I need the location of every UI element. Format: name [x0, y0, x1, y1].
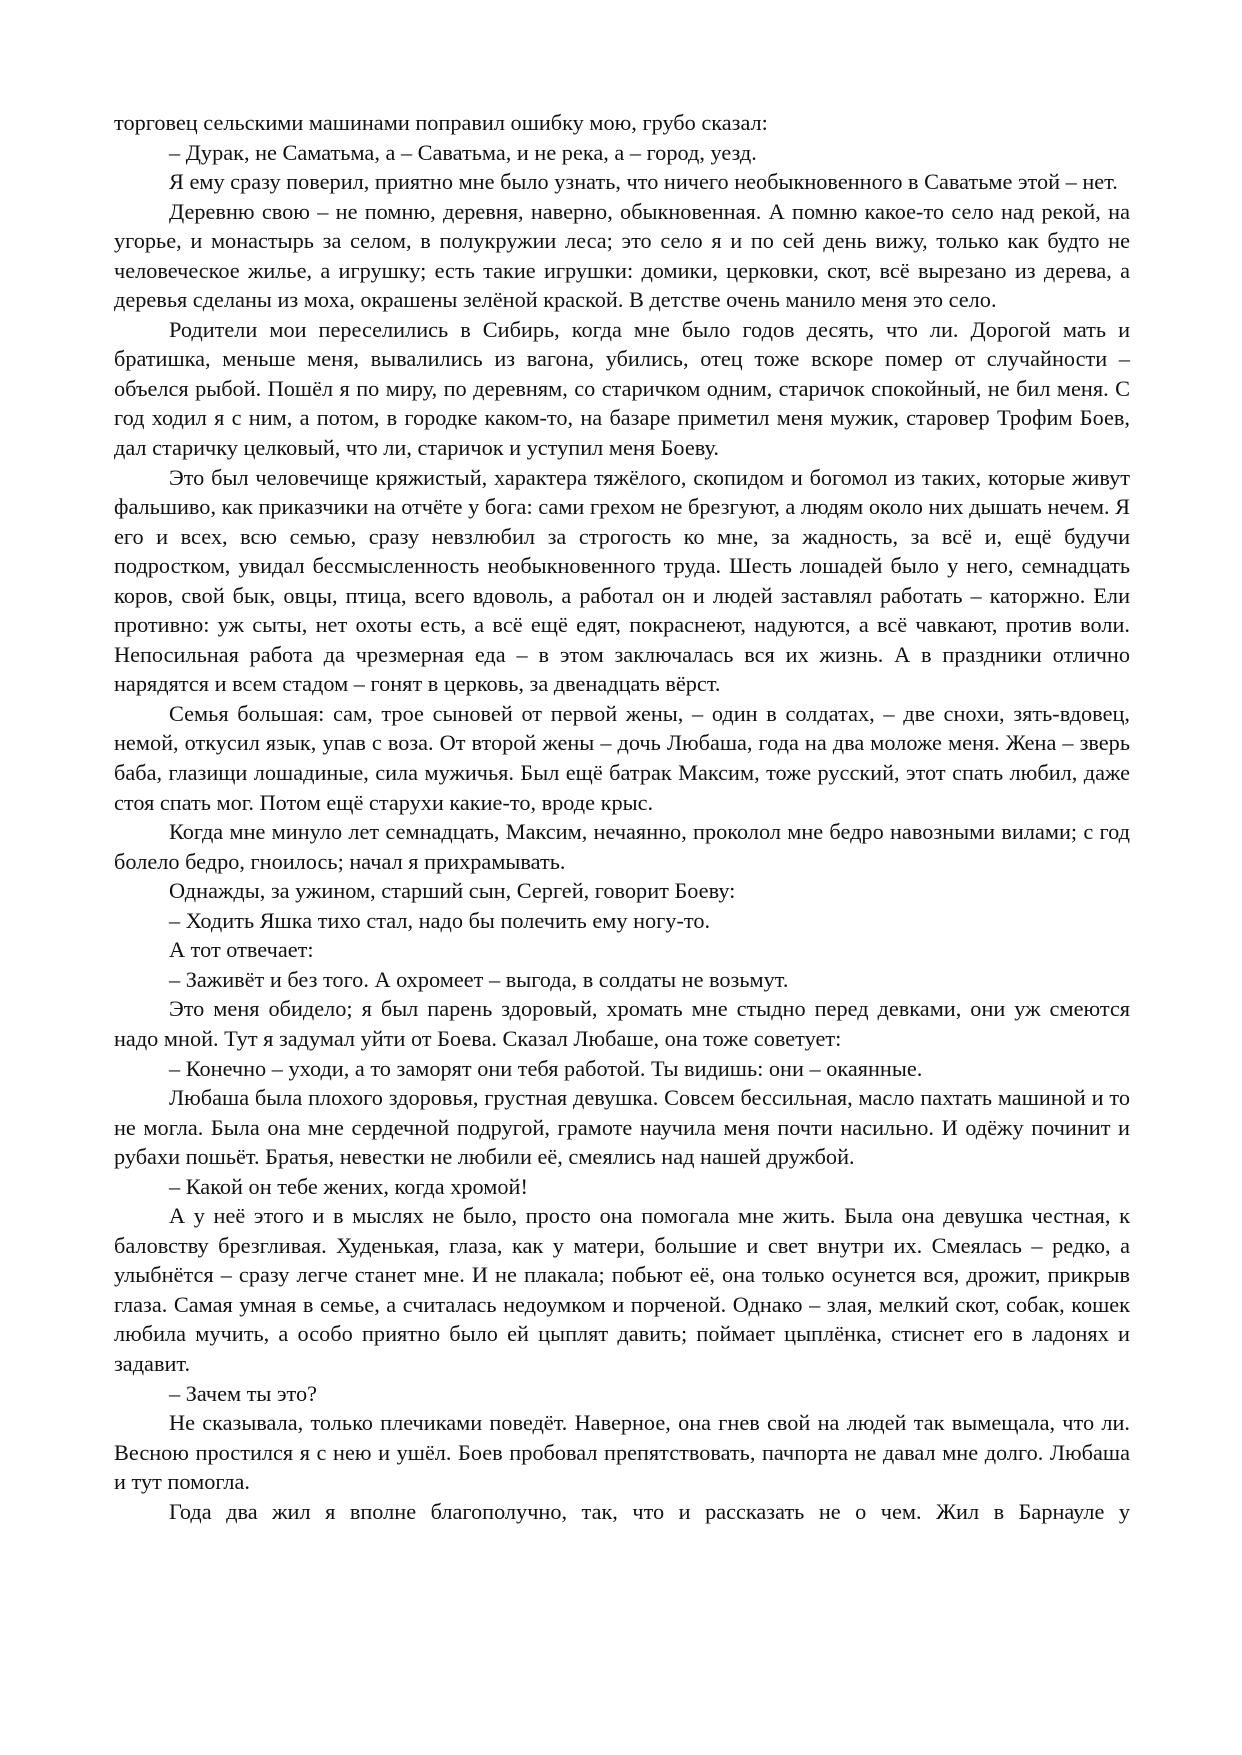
paragraph-5: Родители мои переселились в Сибирь, когда мне было годов десять, что ли. Дорогой мать и братишка, меньше меня, вывалились из вагона, убились, отец тоже вскоре помер от случайности – объелся рыбой. Пошёл я по миру, по деревням, со старичком одним, старичок спокойный, не бил меня. С год ходил я с ним, а потом, в городке каком-то, на базаре приметил меня мужик, старовер Трофим Боев, дал старичку целковый, что ли, старичок и уступил меня Боеву. — [114, 316, 1130, 461]
paragraph-10: – Ходить Яшка тихо стал, надо бы полечить ему ногу-то. — [169, 907, 711, 933]
paragraph-12: – Заживёт и без того. А охромеет – выгода, в солдаты не возьмут. — [169, 966, 789, 992]
paragraph-9: Однажды, за ужином, старший сын, Сергей, говорит Боеву: — [169, 878, 736, 904]
paragraph-8: Когда мне минуло лет семнадцать, Максим, нечаянно, проколол мне бедро навозными вилами; с год болело бедро, гноилось; начал я прихрамывать. — [114, 819, 1130, 874]
paragraph-14: – Конечно – уходи, а то заморят они тебя работой. Ты видишь: они – окаянные. — [169, 1055, 923, 1081]
paragraph-19: Не сказывала, только плечиками поведёт. Наверное, она гнев свой на людей так вымещала, что ли. Весною простился я с нею и ушёл. Боев пробовал препятствовать, пачпорта не давал мне долго. Любаша и тут помогла. — [114, 1410, 1130, 1495]
paragraph-17: А у неё этого и в мыслях не было, просто она помогала мне жить. Была она девушка честная, к баловству брезгливая. Худенькая, глаза, как у матери, большие и свет внутри их. Смеялась – редко, а улыбнётся – сразу легче станет мне. И не плакала; побьют её, она только осунется вся, дрожит, прикрыв глаза. Самая умная в семье, а считалась недоумком и порченой. Однако – злая, мелкий скот, собак, кошек любила мучить, а особо приятно было ей цыплят давить; поймает цыплёнка, стиснет его в ладонях и задавит. — [114, 1203, 1130, 1376]
paragraph-1: торговец сельскими машинами поправил ошибку мою, грубо сказал: — [114, 110, 768, 135]
paragraph-13: Это меня обидело; я был парень здоровый, хромать мне стыдно перед девками, они уж смеются надо мной. Тут я задумал уйти от Боева. Сказал Любаше, она тоже советует: — [114, 996, 1130, 1051]
paragraph-18: – Зачем ты это? — [169, 1380, 318, 1406]
paragraph-11: А тот отвечает: — [169, 937, 314, 963]
paragraph-2: – Дурак, не Саматьма, а – Саватьма, и не река, а – город, уезд. — [169, 139, 757, 165]
document-page — [114, 108, 1130, 1526]
paragraph-7: Семья большая: сам, трое сыновей от первой жены, – один в солдатах, – две снохи, зять-вдовец, немой, откусил язык, упав с воза. От второй жены – дочь Любаша, года на два моложе меня. Жена – зверь баба, глазищи лошадиные, сила мужичья. Был ещё батрак Максим, тоже русский, этот спать любил, даже стоя спать мог. Потом ещё старухи какие-то, вроде крыс. — [114, 700, 1130, 815]
paragraph-3: Я ему сразу поверил, приятно мне было узнать, что ничего необыкновенного в Саватьме этой – нет. — [169, 169, 1118, 195]
paragraph-6: Это был человечище кряжистый, характера тяжёлого, скопидом и богомол из таких, которые живут фальшиво, как приказчики на отчёте у бога: сами грехом не брезгуют, а людям около них дышать нечем. Я его и всех, всю семью, сразу невзлюбил за строгость ко мне, за жадность, за всё и, ещё будучи подростком, увидал бессмысленность необыкновенного труда. Шесть лошадей было у него, семнадцать коров, свой бык, овцы, птица, всего вдоволь, а работал он и людей заставлял работать – каторжно. Ели противно: уж сыты, нет охоты есть, а всё ещё едят, покраснеют, надуются, а всё чавкают, против воли. Непосильная работа да чрезмерная еда – в этом заключалась вся их жизнь. А в праздники отлично нарядятся и всем стадом – гонят в церковь, за двенадцать вёрст. — [114, 464, 1130, 697]
paragraph-4: Деревню свою – не помню, деревня, наверно, обыкновенная. А помню какое-то село над рекой, на угорье, и монастырь за селом, в полукружии леса; это село я и по сей день вижу, только как будто не человеческое жилье, а игрушку; есть такие игрушки: домики, церковки, скот, всё вырезано из дерева, а деревья сделаны из моха, окрашены зелёной краской. В детстве очень манило меня это село. — [114, 198, 1130, 313]
paragraph-20: Года два жил я вполне благополучно, так, что и рассказать не о чем. Жил в Барнауле у — [169, 1498, 1130, 1524]
paragraph-15: Любаша была плохого здоровья, грустная девушка. Совсем бессильная, масло пахтать машиной и то не могла. Была она мне сердечной подругой, грамоте научила меня почти насильно. И одёжу починит и рубахи пошьёт. Братья, невестки не любили её, смеялись над нашей дружбой. — [114, 1085, 1130, 1170]
paragraph-16: – Какой он тебе жених, когда хромой! — [169, 1173, 528, 1199]
